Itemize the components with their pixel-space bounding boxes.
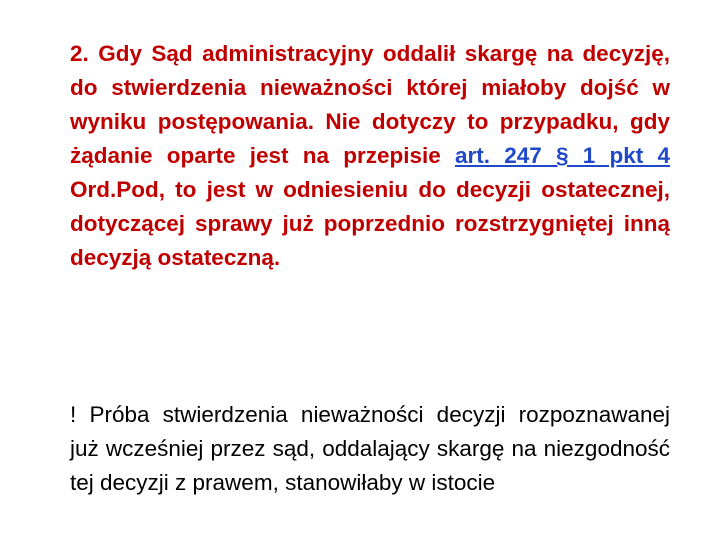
note-paragraph: ! Próba stwierdzenia nieważności decyzji rozpoznawanej już wcześniej przez sąd, oddalający skargę na niezgodność tej decyzji z prawem, stanowiłaby w istocie xyxy=(70,402,670,495)
statute-link-art-247[interactable]: art. 247 § 1 pkt 4 xyxy=(455,143,670,168)
paragraph-2-conditions xyxy=(70,37,670,275)
paragraph-lead-text: 2. Gdy Sąd administracyjny oddalił skargę na decyzję, do stwierdzenia nieważności której miałoby dojść w wyniku postępowania. Nie dotyczy to przypadku, gdy żądanie oparte jest na przepisie xyxy=(70,41,670,168)
paragraph-tail-text: Ord.Pod, to jest w odniesieniu do decyzji ostatecznej, dotyczącej sprawy już poprzednio rozstrzygniętej inną decyzją ostateczną. xyxy=(70,177,670,270)
